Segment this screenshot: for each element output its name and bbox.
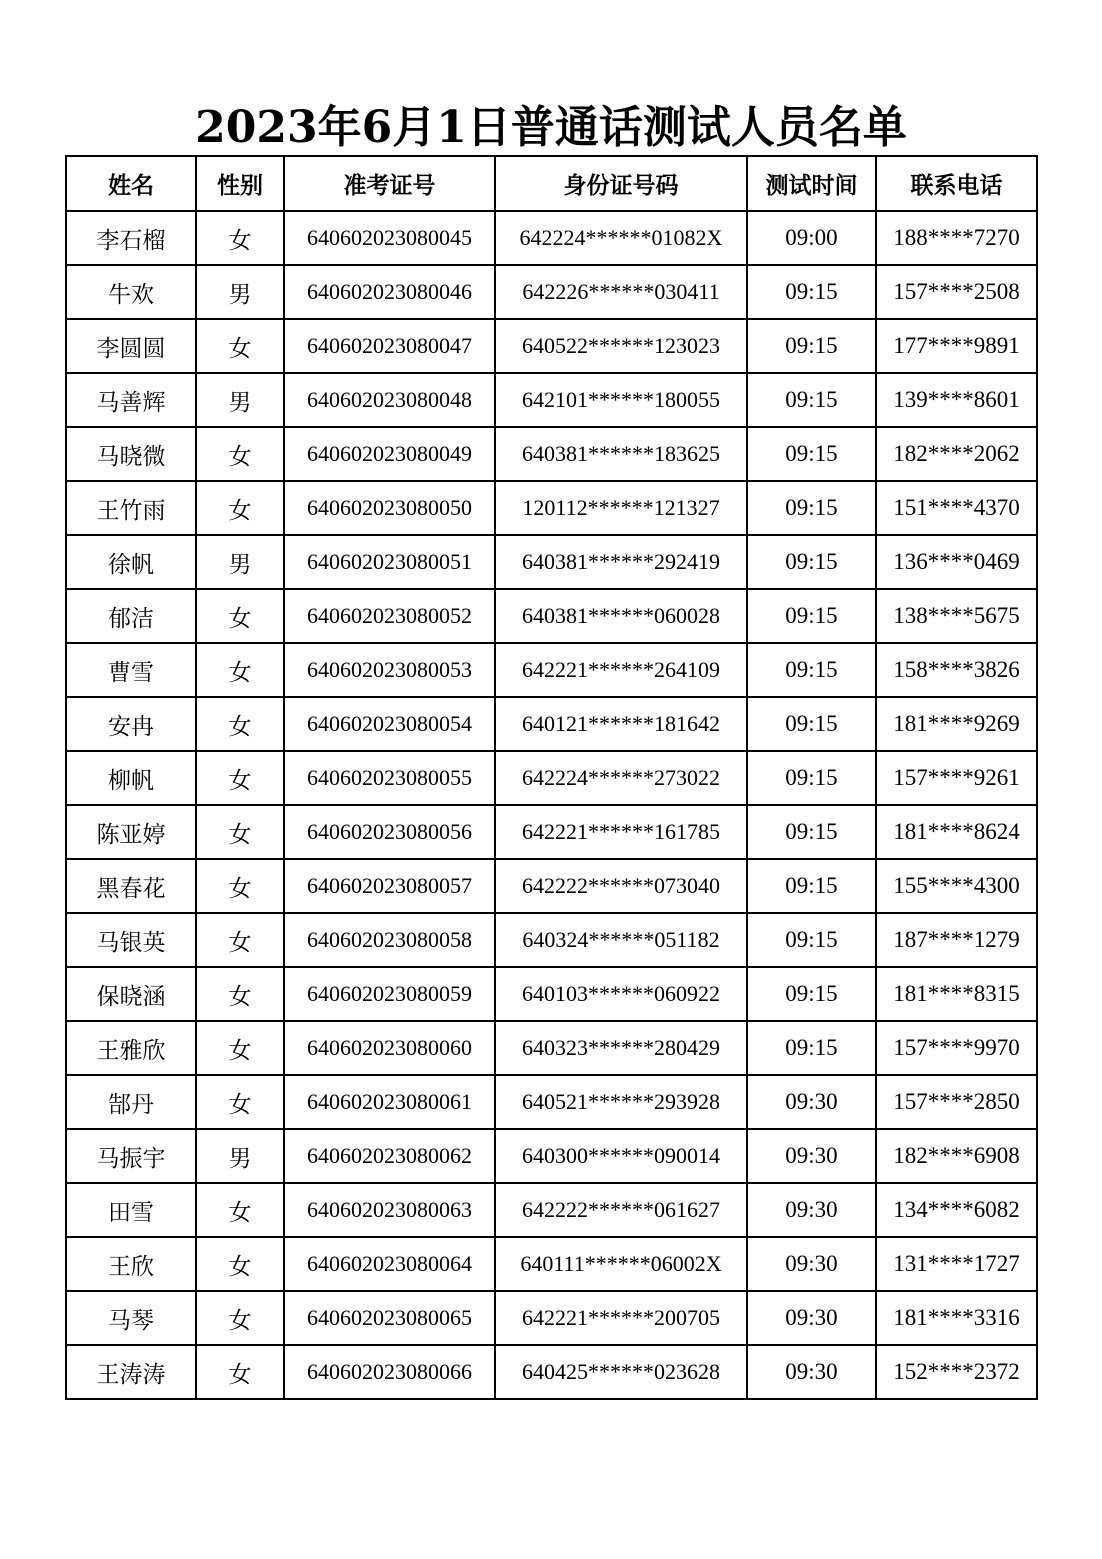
cell-test-time: 09:30 [747,1345,876,1399]
cell-gender: 女 [196,697,284,751]
cell-gender: 女 [196,859,284,913]
cell-phone: 182****6908 [876,1129,1037,1183]
cell-ticket: 640602023080056 [284,805,495,859]
cell-test-time: 09:30 [747,1075,876,1129]
cell-phone: 182****2062 [876,427,1037,481]
table-row [66,373,1037,427]
cell-phone: 131****1727 [876,1237,1037,1291]
header-id-number: 身份证号码 [495,156,747,211]
cell-gender: 女 [196,481,284,535]
cell-test-time: 09:15 [747,427,876,481]
cell-phone: 187****1279 [876,913,1037,967]
cell-id-number: 640111******06002X [495,1237,747,1291]
table-row [66,265,1037,319]
cell-test-time: 09:00 [747,211,876,265]
cell-ticket: 640602023080049 [284,427,495,481]
cell-ticket: 640602023080059 [284,967,495,1021]
cell-name: 王竹雨 [66,481,196,535]
cell-ticket: 640602023080063 [284,1183,495,1237]
cell-phone: 177****9891 [876,319,1037,373]
table-row [66,967,1037,1021]
table-row [66,1129,1037,1183]
cell-id-number: 642221******161785 [495,805,747,859]
cell-name: 郜丹 [66,1075,196,1129]
cell-ticket: 640602023080046 [284,265,495,319]
cell-test-time: 09:15 [747,859,876,913]
cell-test-time: 09:15 [747,967,876,1021]
cell-id-number: 640323******280429 [495,1021,747,1075]
cell-test-time: 09:15 [747,589,876,643]
table-row [66,643,1037,697]
cell-test-time: 09:15 [747,481,876,535]
cell-ticket: 640602023080045 [284,211,495,265]
cell-ticket: 640602023080048 [284,373,495,427]
cell-test-time: 09:15 [747,697,876,751]
cell-gender: 女 [196,643,284,697]
cell-id-number: 640522******123023 [495,319,747,373]
cell-name: 柳帆 [66,751,196,805]
cell-ticket: 640602023080066 [284,1345,495,1399]
table-row [66,913,1037,967]
cell-name: 保晓涵 [66,967,196,1021]
roster-table [65,155,1038,1400]
cell-gender: 男 [196,535,284,589]
cell-name: 牛欢 [66,265,196,319]
header-gender: 性别 [196,156,284,211]
cell-test-time: 09:15 [747,265,876,319]
cell-phone: 138****5675 [876,589,1037,643]
cell-id-number: 640381******060028 [495,589,747,643]
cell-ticket: 640602023080055 [284,751,495,805]
cell-name: 马银英 [66,913,196,967]
cell-gender: 女 [196,1021,284,1075]
cell-id-number: 642101******180055 [495,373,747,427]
header-phone: 联系电话 [876,156,1037,211]
cell-id-number: 640121******181642 [495,697,747,751]
cell-phone: 158****3826 [876,643,1037,697]
table-row [66,1183,1037,1237]
table-row [66,481,1037,535]
cell-phone: 134****6082 [876,1183,1037,1237]
cell-gender: 女 [196,1183,284,1237]
cell-id-number: 642222******073040 [495,859,747,913]
cell-test-time: 09:15 [747,535,876,589]
cell-ticket: 640602023080054 [284,697,495,751]
cell-name: 马琴 [66,1291,196,1345]
cell-id-number: 642224******01082X [495,211,747,265]
header-ticket: 准考证号 [284,156,495,211]
table-row [66,1345,1037,1399]
cell-name: 徐帆 [66,535,196,589]
cell-gender: 男 [196,265,284,319]
table-row [66,859,1037,913]
cell-gender: 女 [196,1075,284,1129]
cell-gender: 女 [196,589,284,643]
cell-id-number: 640521******293928 [495,1075,747,1129]
cell-name: 马晓微 [66,427,196,481]
cell-gender: 女 [196,751,284,805]
table-row [66,697,1037,751]
table-row [66,805,1037,859]
cell-id-number: 640103******060922 [495,967,747,1021]
cell-test-time: 09:15 [747,751,876,805]
table-row [66,1291,1037,1345]
cell-ticket: 640602023080050 [284,481,495,535]
cell-id-number: 642224******273022 [495,751,747,805]
cell-gender: 女 [196,427,284,481]
table-row [66,589,1037,643]
cell-id-number: 642226******030411 [495,265,747,319]
cell-id-number: 640381******183625 [495,427,747,481]
cell-ticket: 640602023080058 [284,913,495,967]
table-row [66,1021,1037,1075]
table-row [66,1075,1037,1129]
cell-ticket: 640602023080065 [284,1291,495,1345]
cell-phone: 139****8601 [876,373,1037,427]
cell-name: 马振宇 [66,1129,196,1183]
cell-ticket: 640602023080060 [284,1021,495,1075]
cell-phone: 188****7270 [876,211,1037,265]
cell-phone: 157****2508 [876,265,1037,319]
header-row [66,156,1037,211]
cell-gender: 女 [196,967,284,1021]
cell-gender: 女 [196,913,284,967]
cell-gender: 女 [196,1345,284,1399]
cell-name: 安冉 [66,697,196,751]
cell-name: 王涛涛 [66,1345,196,1399]
table-row [66,535,1037,589]
table-row [66,319,1037,373]
cell-name: 王雅欣 [66,1021,196,1075]
cell-id-number: 642221******264109 [495,643,747,697]
cell-test-time: 09:30 [747,1237,876,1291]
cell-name: 郁洁 [66,589,196,643]
cell-phone: 181****8624 [876,805,1037,859]
cell-id-number: 640300******090014 [495,1129,747,1183]
cell-name: 马善辉 [66,373,196,427]
cell-id-number: 642221******200705 [495,1291,747,1345]
cell-id-number: 640425******023628 [495,1345,747,1399]
cell-name: 曹雪 [66,643,196,697]
cell-ticket: 640602023080051 [284,535,495,589]
cell-phone: 151****4370 [876,481,1037,535]
cell-test-time: 09:30 [747,1183,876,1237]
cell-ticket: 640602023080062 [284,1129,495,1183]
table-row [66,427,1037,481]
cell-name: 陈亚婷 [66,805,196,859]
cell-name: 王欣 [66,1237,196,1291]
cell-ticket: 640602023080047 [284,319,495,373]
cell-gender: 女 [196,1291,284,1345]
cell-test-time: 09:30 [747,1129,876,1183]
page-title: 2023年6月1日普通话测试人员名单 [195,102,907,153]
cell-test-time: 09:15 [747,805,876,859]
cell-id-number: 640324******051182 [495,913,747,967]
cell-gender: 女 [196,805,284,859]
cell-gender: 男 [196,373,284,427]
cell-ticket: 640602023080064 [284,1237,495,1291]
table-row [66,211,1037,265]
cell-name: 李石榴 [66,211,196,265]
cell-name: 黑春花 [66,859,196,913]
cell-id-number: 640381******292419 [495,535,747,589]
table-row [66,1237,1037,1291]
table-row [66,751,1037,805]
cell-phone: 157****9261 [876,751,1037,805]
cell-name: 田雪 [66,1183,196,1237]
cell-ticket: 640602023080057 [284,859,495,913]
cell-test-time: 09:15 [747,319,876,373]
cell-test-time: 09:30 [747,1291,876,1345]
cell-test-time: 09:15 [747,1021,876,1075]
cell-gender: 男 [196,1129,284,1183]
cell-phone: 181****8315 [876,967,1037,1021]
cell-ticket: 640602023080052 [284,589,495,643]
cell-phone: 157****2850 [876,1075,1037,1129]
cell-phone: 181****9269 [876,697,1037,751]
cell-gender: 女 [196,211,284,265]
cell-phone: 136****0469 [876,535,1037,589]
cell-phone: 155****4300 [876,859,1037,913]
cell-phone: 152****2372 [876,1345,1037,1399]
cell-test-time: 09:15 [747,643,876,697]
cell-phone: 181****3316 [876,1291,1037,1345]
cell-ticket: 640602023080061 [284,1075,495,1129]
cell-name: 李圆圆 [66,319,196,373]
cell-test-time: 09:15 [747,373,876,427]
roster-body [66,211,1037,1399]
header-name: 姓名 [66,156,196,211]
cell-gender: 女 [196,319,284,373]
cell-id-number: 120112******121327 [495,481,747,535]
cell-test-time: 09:15 [747,913,876,967]
cell-phone: 157****9970 [876,1021,1037,1075]
header-test-time: 测试时间 [747,156,876,211]
cell-id-number: 642222******061627 [495,1183,747,1237]
cell-ticket: 640602023080053 [284,643,495,697]
cell-gender: 女 [196,1237,284,1291]
